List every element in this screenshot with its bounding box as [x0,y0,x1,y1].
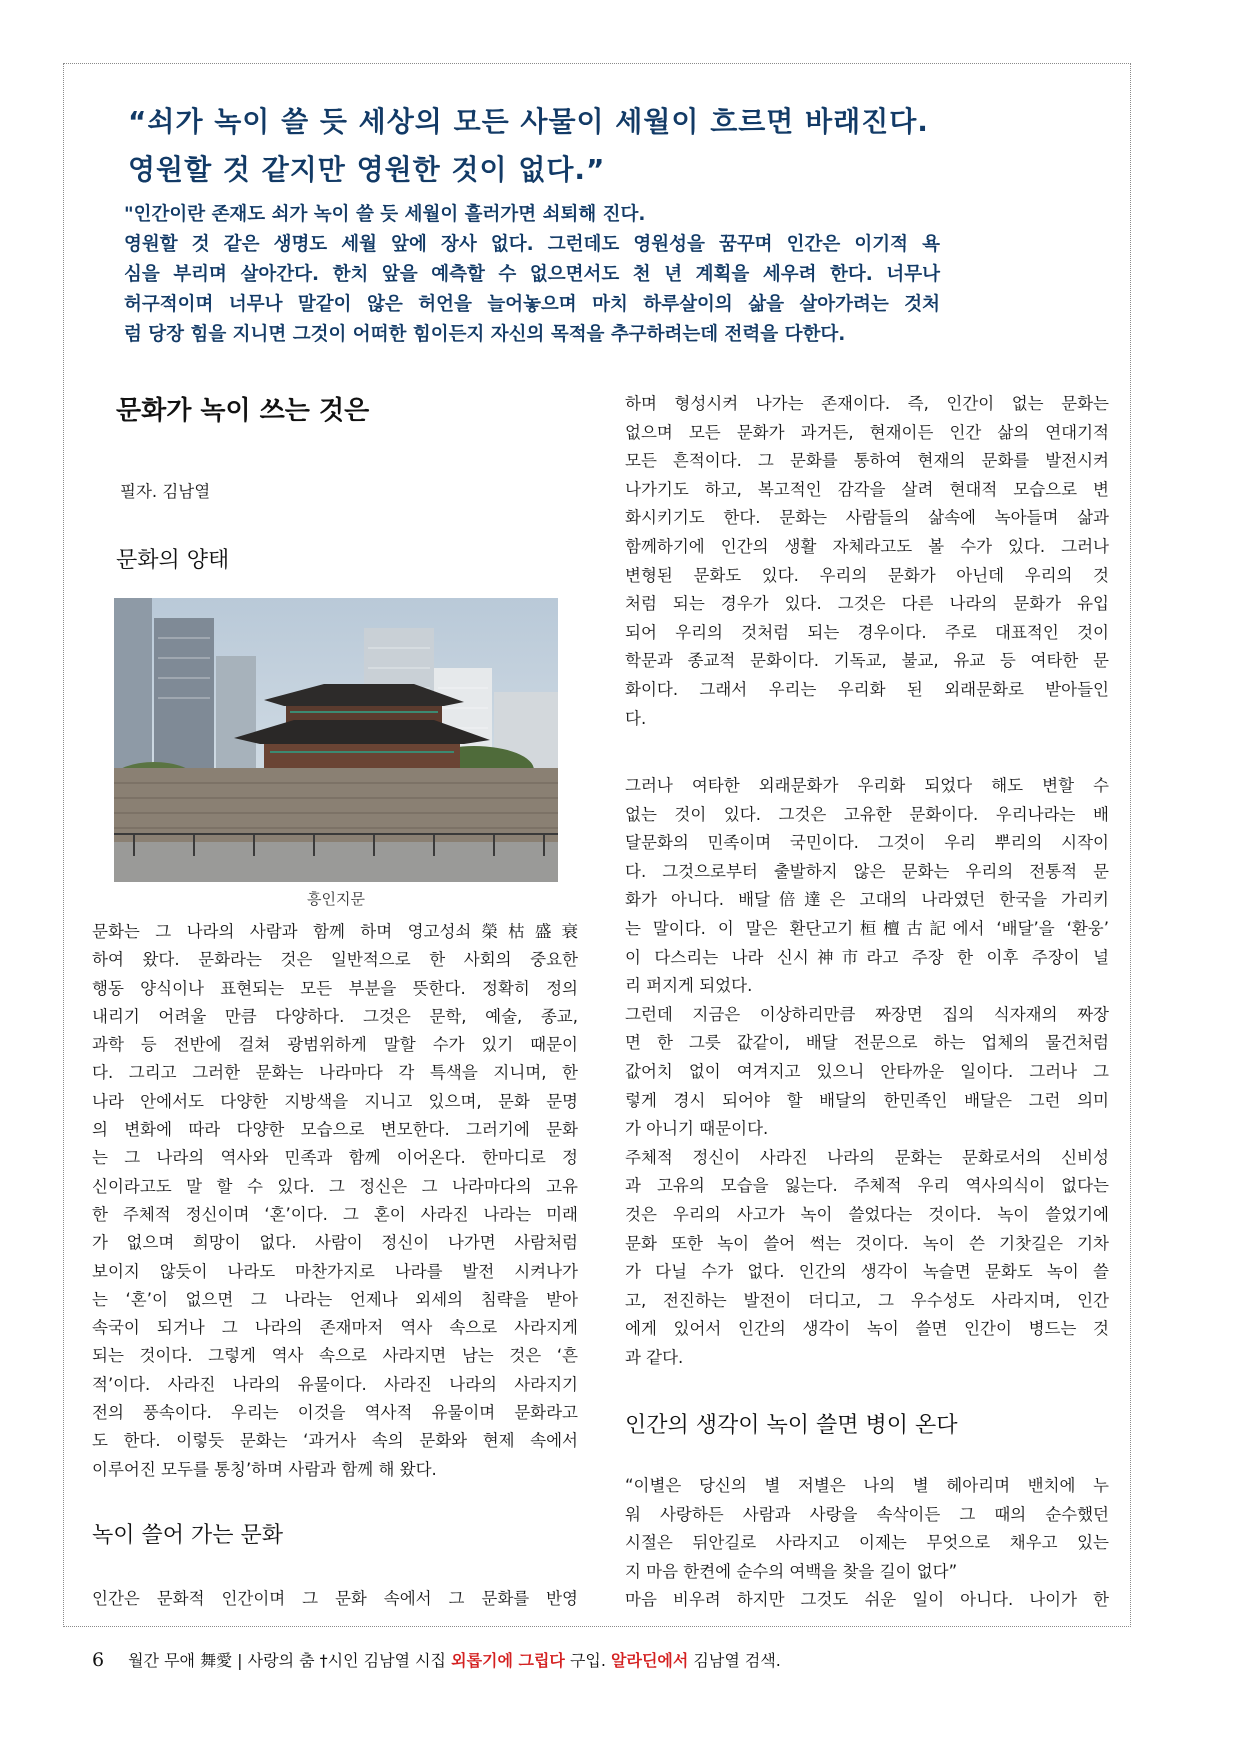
footer-book-title: 외롭기에 그립다 [451,1651,565,1670]
body-line: “이별은 당신의 별 저별은 나의 별 헤아리며 밴치에 누 [625,1476,1109,1495]
headline-quote [128,98,988,194]
article-title: 문화가 녹이 쓰는 것은 [116,396,370,426]
footer-text: 구입. [564,1651,612,1670]
body-line: 는 그 나라의 역사와 민족과 함께 이어온다. 한마디로 정 [92,1148,578,1168]
body-line: 가 아니기 때문이다. [625,1119,769,1139]
body-line: 문화 또한 녹이 쓸어 썩는 것이다. 녹이 쓴 기찻길은 기차 [625,1233,1109,1253]
body-line: 달문화의 민족이며 국민이다. 그것이 우리 뿌리의 시작이 [625,833,1109,853]
body-line: 문화는 그 나라의 사람과 함께 하며 영고성쇠榮枯盛衰 [92,922,578,941]
body-line: 는 말이다. 이 말은 환단고기桓檀古記에서 ‘배달’을 ‘환웅’ [625,918,1109,938]
body-line: 워 사랑하든 사람과 사랑을 속삭이든 그 때의 순수했던 [625,1504,1109,1524]
body-line: 처럼 되는 경우가 있다. 그것은 다른 나라의 문화가 유입 [625,594,1109,614]
section-heading-thought-rust: 인간의 생각이 녹이 쓸면 병이 온다 [625,1413,958,1438]
body-line: 되는 것이다. 그렇게 역사 속으로 사라지면 남는 것은 ‘흔 [92,1346,578,1366]
body-line: 다. 그리고 그러한 문화는 나라마다 각 특색을 지니며, 한 [92,1063,578,1083]
body-line: 다. [625,708,647,728]
body-line: 마음 비우려 하지만 그것도 쉬운 일이 아니다. 나이가 한 [625,1590,1109,1610]
body-line: 면 한 그릇 값같이, 배달 전문으로 하는 업체의 물건처럼 [625,1033,1109,1053]
heunginjimun-photo [114,598,558,882]
footer-text: 월간 무애 舞愛 | 사랑의 춤 †시인 김남열 시집 [128,1651,452,1670]
body-line: 화시키기도 한다. 문화는 사람들의 삶속에 녹아들며 삶과 [625,508,1109,528]
intro-line: "인간이란 존재도 쇠가 녹이 쓸 듯 세월이 흘러가면 쇠퇴해 진다. [124,204,646,225]
body-line: 다. 그것으로부터 출발하지 않은 문화는 우리의 전통적 문 [625,861,1109,881]
author-line: 필자. 김남열 [120,482,211,501]
body-line: 것은 우리의 사고가 녹이 쓸었다는 것이다. 녹이 쓸었기에 [625,1204,1109,1224]
body-line: 는 ‘혼’이 없으면 그 나라는 언제나 외세의 침략을 받아 [92,1289,578,1309]
body-line: 인간은 문화적 인간이며 그 문화 속에서 그 문화를 반영 [92,1589,578,1608]
body-line: 행동 양식이나 표현되는 모든 부분을 뜻한다. 정확히 정의 [92,978,578,998]
body-line: 그런데 지금은 이상하리만큼 짜장면 집의 식자재의 짜장 [625,1004,1109,1024]
body-line: 리 퍼지게 되었다. [625,976,753,996]
section-heading-rusting: 녹이 쓸어 가는 문화 [92,1523,283,1548]
right-column-block-3 [625,1472,1109,1615]
body-line: 하여 왔다. 문화라는 것은 일반적으로 한 사회의 중요한 [92,950,578,970]
body-line: 되어 우리의 것처럼 되는 경우이다. 주로 대표적인 것이 [625,622,1109,642]
right-column-block-2 [625,772,1109,1372]
body-line: 하며 형성시켜 나가는 존재이다. 즉, 인간이 없는 문화는 [625,394,1109,413]
body-line: 전의 풍속이다. 우리는 이것을 역사적 유물이며 문화라고 [92,1403,578,1423]
body-line: 과 고유의 모습을 잃는다. 주체적 우리 역사의식이 없다는 [625,1176,1109,1196]
headline-line: “쇠가 녹이 쓸 듯 세상의 모든 사물이 세월이 흐르면 바래진다. [128,105,929,138]
body-line: 고, 전진하는 발전이 더디고, 그 우수성도 사라지며, 인간 [625,1290,1109,1310]
intro-line: 허구적이며 너무나 말같이 않은 허언을 늘어놓으며 마치 하루살이의 삶을 살아가려는 것처 [124,294,940,315]
body-line: 렇게 경시 되어야 할 배달의 한민족인 배달은 그런 의미 [625,1090,1109,1110]
page-footer [92,1648,781,1671]
body-line: 에게 있어서 인간의 생각이 녹이 쓸면 인간이 병드는 것 [625,1319,1109,1339]
body-line: 없는 것이 있다. 그것은 고유한 문화이다. 우리나라는 배 [625,804,1109,824]
body-line: 보이지 않듯이 나라도 마찬가지로 나라를 발전 시켜나가 [92,1261,578,1281]
body-line: 속국이 되거나 그 나라의 존재마저 역사 속으로 사라지게 [92,1318,578,1338]
body-line: 없으며 모든 문화가 과거든, 현재이든 인간 삶의 연대기적 [625,422,1109,442]
body-line: 값어치 없이 여겨지고 있으니 안타까운 일이다. 그러나 그 [625,1061,1109,1081]
body-line: 주체적 정신이 사라진 나라의 문화는 문화로서의 신비성 [625,1147,1109,1167]
page-number: 6 [92,1649,105,1671]
body-line: 시절은 뒤안길로 사라지고 이제는 무엇으로 채우고 있는 [625,1533,1109,1553]
intro-line: 심을 부리며 살아간다. 한치 앞을 예측할 수 없으면서도 천 년 계획을 세우려 한다. 너무나 [124,264,940,285]
headline-line: 영원할 것 같지만 영원한 것이 없다.” [128,153,606,186]
body-line: 적’이다. 사라진 나라의 유물이다. 사라진 나라의 사라지기 [92,1374,578,1394]
body-line: 화이다. 그래서 우리는 우리화 된 외래문화로 받아들인 [625,679,1109,699]
body-line: 과학 등 전반에 걸쳐 광범위하게 말할 수가 있기 때문이 [92,1035,578,1055]
intro-quote [124,200,940,350]
body-line: 가 다닐 수가 없다. 인간의 생각이 녹슬면 문화도 녹이 쓸 [625,1262,1109,1282]
body-line: 화가 아니다. 배달倍達은 고대의 나라였던 한국을 가리키 [625,890,1109,910]
body-line: 지 마음 한켠에 순수의 여백을 찾을 길이 없다” [625,1561,958,1581]
body-line: 도 한다. 이렇듯 문화는 ‘과거사 속의 문화와 현제 속에서 [92,1431,578,1451]
body-line: 내리기 어려울 만큼 다양하다. 그것은 문학, 예술, 종교, [92,1006,578,1026]
footer-store: 알라딘에서 [611,1651,689,1670]
body-line: 함께하기에 인간의 생활 자체라고도 볼 수가 있다. 그러나 [625,536,1109,556]
body-line: 나라 안에서도 다양한 지방색을 지니고 있으며, 문화 문명 [92,1091,578,1111]
photo-caption: 흥인지문 [307,890,365,908]
right-column-block-1 [625,390,1109,733]
body-line: 나가기도 하고, 복고적인 감각을 살려 현대적 모습으로 변 [625,479,1109,499]
body-line: 의 변화에 따라 다양한 모습으로 변모한다. 그러기에 문화 [92,1120,578,1140]
body-line: 한 주체적 정신이며 ‘혼’이다. 그 혼이 사라진 나라는 미래 [92,1204,578,1224]
body-line: 이 다스리는 나라 신시神市라고 주장 한 이후 주장이 널 [625,947,1109,967]
body-line: 학문과 종교적 문화이다. 기독교, 불교, 유교 등 여타한 문 [625,651,1109,671]
body-line: 그러나 여타한 외래문화가 우리화 되었다 해도 변할 수 [625,776,1109,795]
body-line: 모든 흔적이다. 그 문화를 통하여 현재의 문화를 발전시켜 [625,451,1109,471]
footer-text: 김남열 검색. [688,1651,781,1670]
body-line: 신이라고도 말 할 수 있다. 그 정신은 그 나라마다의 고유 [92,1176,578,1196]
section-heading-style: 문화의 양태 [116,548,230,573]
intro-line: 럼 당장 힘을 지니면 그것이 어떠한 힘이든지 자신의 목적을 추구하려는데 전력을 다한다. [124,324,846,345]
body-line: 과 같다. [625,1347,684,1367]
body-line: 이루어진 모두를 통칭’하며 사람과 함께 해 왔다. [92,1459,437,1479]
body-line: 가 없으며 희망이 없다. 사람이 정신이 나가면 사람처럼 [92,1233,578,1253]
intro-line: 영원할 것 같은 생명도 세월 앞에 장사 없다. 그런데도 영원성을 꿈꾸며 인간은 이기적 욕 [124,234,940,255]
left-column-body [92,918,578,1484]
body-line: 변형된 문화도 있다. 우리의 문화가 아닌데 우리의 것 [625,565,1109,585]
